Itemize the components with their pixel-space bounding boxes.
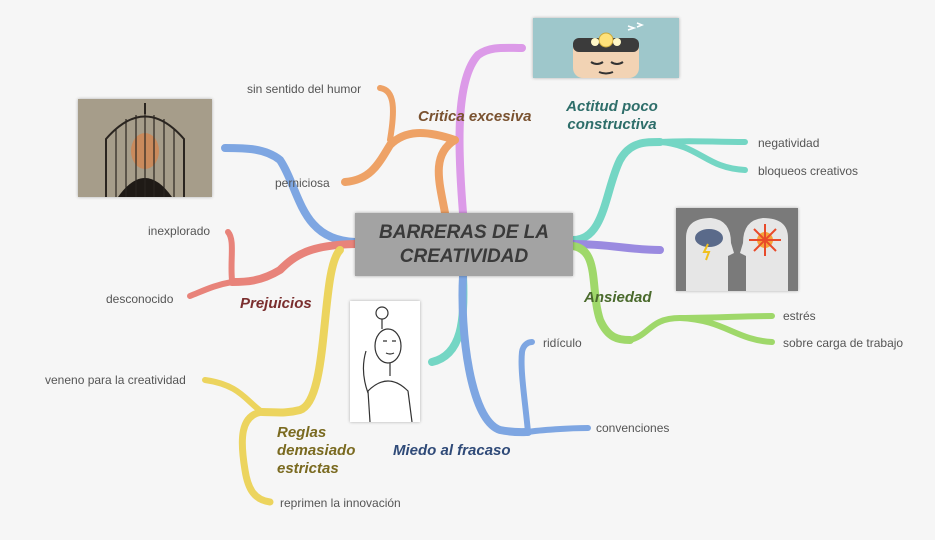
critica-item-2[interactable]: perniciosa [275,176,330,190]
miedo-item-1[interactable]: ridículo [543,336,582,350]
reglas-item-2[interactable]: reprimen la innovación [280,496,401,510]
man-in-birdcage-image[interactable] [78,99,212,197]
actitud-item-1[interactable]: negatividad [758,136,820,150]
miedo-item-2[interactable]: convenciones [596,421,670,435]
stormy-vs-sunny-heads-image[interactable] [676,208,798,291]
branch-ansiedad-label[interactable]: Ansiedad [584,289,652,306]
person-with-lightbulbs-icon[interactable] [533,18,679,78]
branch-prejuicios-label[interactable]: Prejuicios [240,295,312,312]
prejuicios-item-2[interactable]: desconocido [106,292,174,306]
central-title: BARRERAS DE LA CREATIVIDAD [379,221,549,267]
branch-miedo-label[interactable]: Miedo al fracaso [393,442,511,459]
man-with-lightbulb-sketch-image[interactable] [350,301,420,422]
ansiedad-item-1[interactable]: estrés [783,309,816,323]
critica-item-1[interactable]: sin sentido del humor [247,82,362,96]
reglas-item-1[interactable]: veneno para la creatividad [45,373,186,387]
branch-critica-label[interactable]: Critica excesiva [418,108,532,125]
actitud-item-2[interactable]: bloqueos creativos [758,164,859,178]
ansiedad-item-2[interactable]: sobre carga de trabajo [783,336,904,350]
prejuicios-item-1[interactable]: inexplorado [148,224,211,238]
branch-actitud-label[interactable]: Actitud poco constructiva [566,98,658,133]
branch-reglas-label[interactable]: Reglas demasiado estrictas [277,424,356,477]
central-topic[interactable] [355,213,573,276]
